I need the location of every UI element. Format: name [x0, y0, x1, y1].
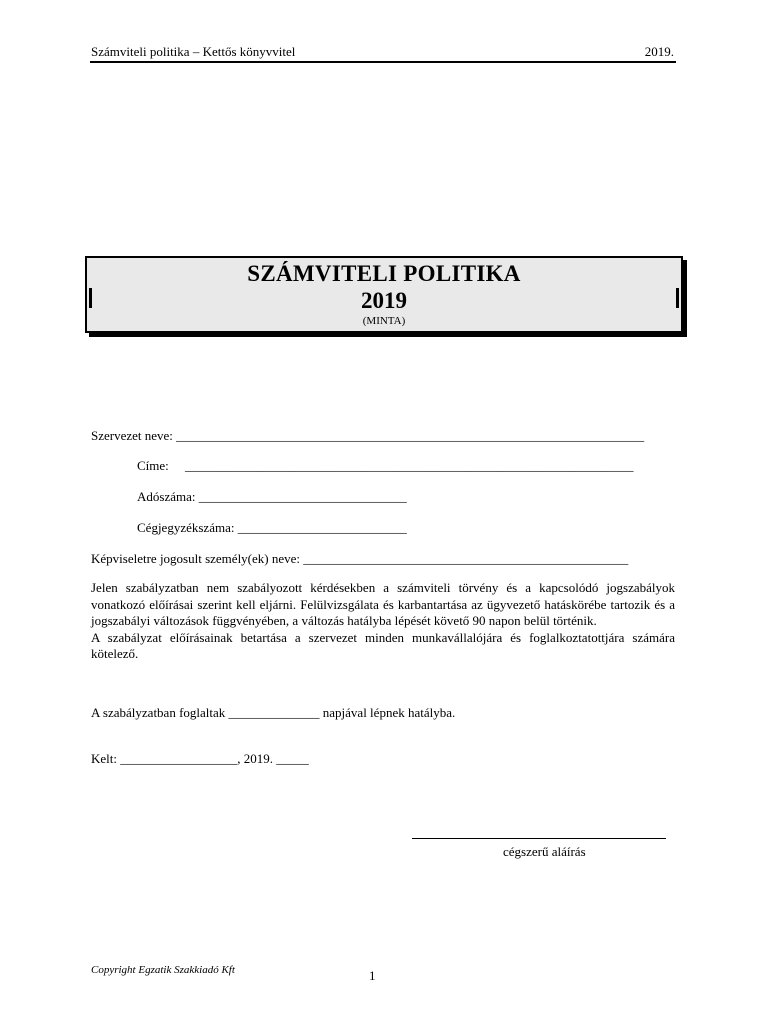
signature-line [412, 838, 666, 839]
header-rule [90, 61, 676, 63]
copyright-notice: Copyright Egzatik Szakkiadó Kft [91, 964, 235, 976]
header-title: Számviteli politika – Kettős könyvvitel [91, 44, 296, 59]
header-year: 2019. [644, 44, 674, 59]
tax-number-field: Adószáma: ________________________________ [137, 489, 407, 504]
dated-line: Kelt: __________________, 2019. _____ [91, 751, 309, 766]
address-field: Címe: _____________________________________________________________________ [137, 458, 634, 473]
document-title: SZÁMVITELI POLITIKA [247, 261, 521, 286]
registration-number-field: Cégjegyzékszáma: __________________________ [137, 520, 407, 535]
signature-label: cégszerű aláírás [503, 844, 586, 859]
org-name-field: Szervezet neve: ________________________________________________________________________ [91, 428, 645, 443]
document-year: 2019 [361, 288, 407, 313]
paragraph-text-1: Jelen szabályzatban nem szabályozott kérdésekben a számviteli törvény és a kapcsolódó jogszabályok vonatkozó előírásai szerint kell eljárni. Felülvizsgálata és karbantartása az ügyvezető hatáskörébe tartozik és a jogszabályi változások függvényében, a változás hatályba lépését követő 90 napon belül történik. [91, 580, 675, 628]
document-subtitle: (MINTA) [362, 315, 406, 327]
title-box [85, 256, 683, 333]
page-number: 1 [369, 968, 376, 983]
paragraph-text-2: A szabályzat előírásainak betartása a szervezet minden munkavállalójára és foglalkoztatottjára számára kötelező. [91, 629, 675, 661]
representative-field: Képviseletre jogosult személy(ek) neve: __________________________________________________ [91, 551, 629, 566]
regulation-paragraph [91, 580, 675, 663]
effective-date-line: A szabályzatban foglaltak ______________ napjával lépnek hatályba. [91, 705, 456, 720]
